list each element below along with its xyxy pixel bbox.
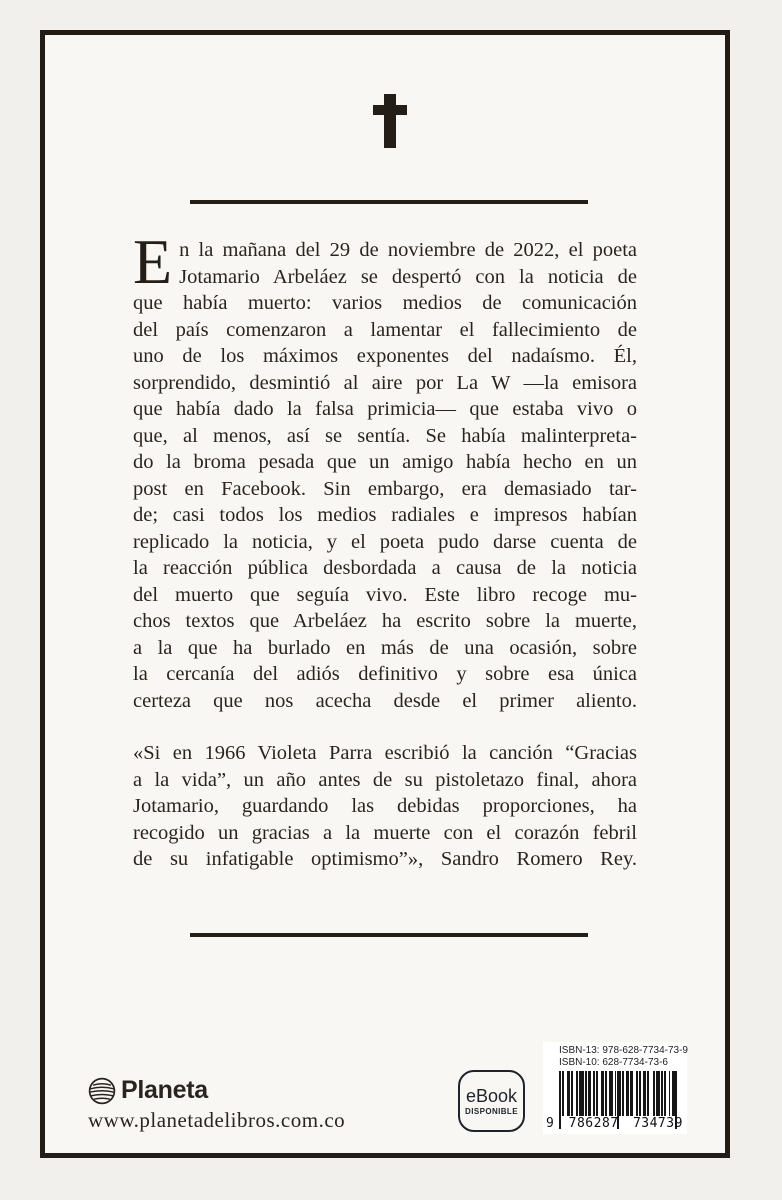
text-line: del país comenzaron a lamentar el fallecimiento de [133, 318, 637, 341]
cross-icon [373, 94, 407, 148]
text-line: sorprendido, desmintió al aire por La W —la emisora [133, 371, 637, 394]
text-line: replicado la noticia, y el poeta pudo darse cuenta de [133, 530, 637, 553]
publisher-url: www.planetadelibros.com.co [88, 1108, 346, 1132]
synopsis [133, 226, 637, 873]
planeta-globe-icon [88, 1077, 116, 1105]
bottom-divider [190, 933, 588, 937]
quote-paragraph [133, 740, 637, 873]
isbn10-text: ISBN-10: 628-7734-73-6 [559, 1057, 668, 1068]
ebook-availability: DISPONIBLE [465, 1106, 518, 1116]
text-line: que había dado la falsa primicia— que estaba vivo o [133, 398, 637, 420]
barcode-block [543, 1042, 687, 1134]
text-line: a la vida”, un año antes de su pistoletazo final, ahora [133, 768, 637, 791]
publisher-block [88, 1076, 345, 1133]
publisher-logo [88, 1076, 345, 1105]
ebook-label: eBook [465, 1085, 518, 1106]
text-line: «Si en 1966 Violeta Parra escribió la canción “Gracias [133, 742, 637, 764]
text-line: n la mañana del 29 de noviembre de 2022, el poeta [179, 239, 637, 261]
text-line: a la que ha burlado en más de una ocasión, sobre [133, 636, 637, 659]
text-line: do la broma pesada que un amigo había hecho en un [133, 451, 637, 473]
top-divider [190, 200, 588, 204]
ebook-badge [458, 1070, 525, 1132]
text-line: del muerto que seguía vivo. Este libro recoge mu- [133, 583, 637, 606]
drop-cap: E [133, 226, 173, 297]
text-line: certeza que nos acecha desde el primer aliento. [133, 689, 637, 712]
text-line: uno de los máximos exponentes del nadaísmo. Él, [133, 345, 637, 367]
synopsis-lines [133, 226, 637, 714]
isbn13-text: ISBN-13: 978-628-7734-73-9 [559, 1045, 688, 1056]
barcode-digits: 9 786287 734739 [546, 1116, 683, 1131]
text-line: post en Facebook. Sin embargo, era demasiado tar- [133, 477, 637, 500]
synopsis-paragraph [133, 226, 637, 714]
text-line: Jotamario, guardando las debidas proporciones, ha [133, 795, 637, 817]
text-line: Jotamario Arbeláez se despertó con la noticia de [179, 265, 637, 288]
text-line: de su infatigable optimismo”», Sandro Romero Rey. [133, 848, 637, 870]
text-line: de; casi todos los medios radiales e impresos habían [133, 504, 637, 526]
text-line: la cercanía del adiós definitivo y sobre esa única [133, 663, 637, 685]
text-line: la reacción pública desbordada a causa de la noticia [133, 557, 637, 579]
text-line: recogido un gracias a la muerte con el corazón febril [133, 821, 637, 844]
text-line: chos textos que Arbeláez ha escrito sobre la muerte, [133, 610, 637, 632]
publisher-name: Planeta [121, 1076, 208, 1104]
text-line: que, al menos, así se sentía. Se había malinterpreta- [133, 424, 637, 447]
text-line: que había muerto: varios medios de comunicación [133, 292, 637, 314]
